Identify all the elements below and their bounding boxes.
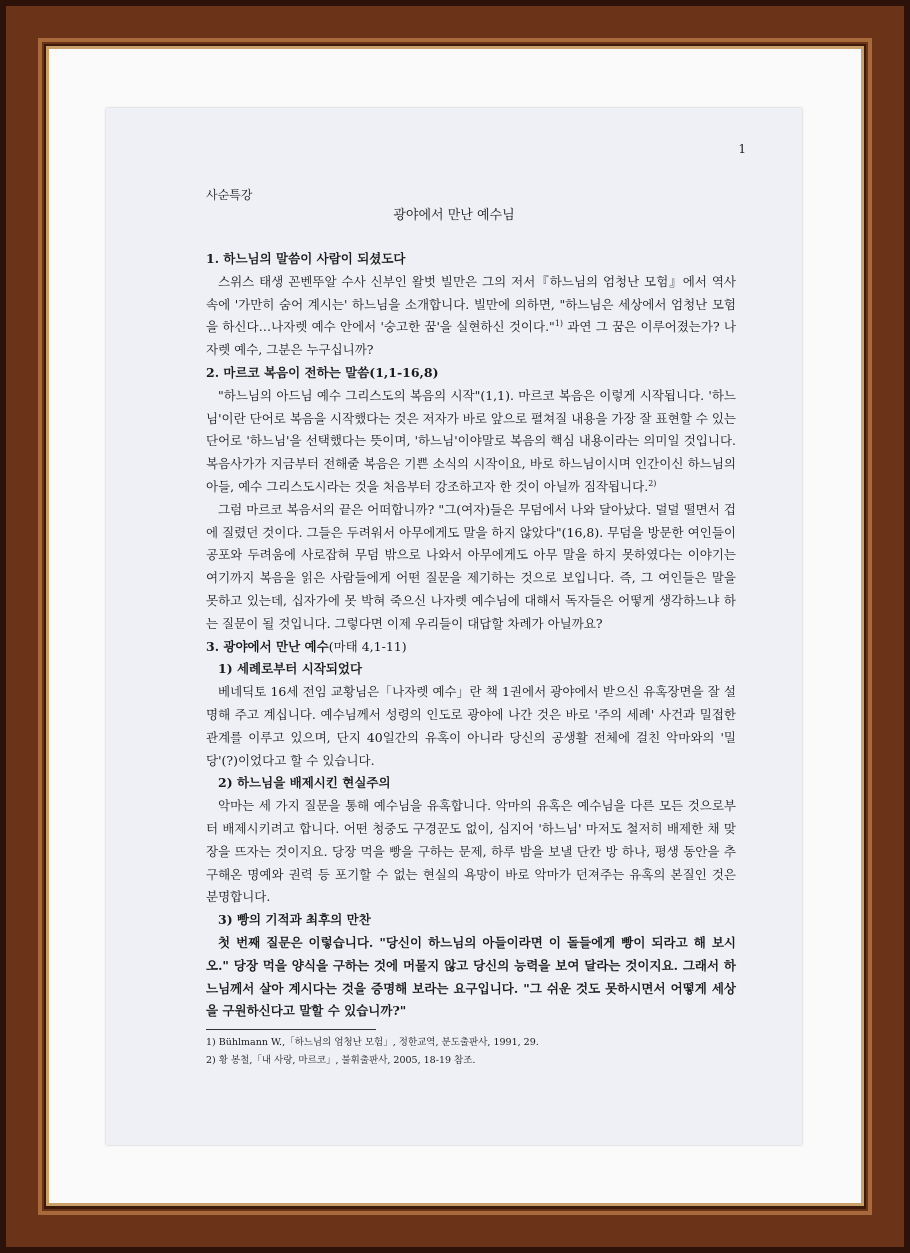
footnote-ref-2: 2) <box>648 478 657 488</box>
subsection-2-paragraph: 악마는 세 가지 질문을 통해 예수님을 유혹합니다. 악마의 유혹은 예수님을 다른 모든 것으로부터 배제시키려고 합니다. 어떤 청중도 구경꾼도 없이, 심지어 '하느님' 마저도 철저히 배제한 채 맞장을 뜨자는 것이지요. 당장 먹을 빵을 구하는 문제, 하루 밤을 보낼 단칸 방 하나, 평생 동안을 추구해온 명예와 권력 등 포기할 수 없는 현실의 욕망이 바로 악마가 던져주는 유혹의 본질인 것은 분명합니다. <box>206 798 736 905</box>
subsection-1-paragraph: 베네딕토 16세 전임 교황님은「나자렛 예수」란 책 1권에서 광야에서 받으신 유혹장면을 잘 설명해 주고 계십니다. 예수님께서 성령의 인도로 광야에 나간 것은 바로 '주의 세례' 사건과 밀접한 관계를 이루고 있으며, 단지 40일간의 유혹이 아니라 당신의 공생활 전체에 걸친 악마와의 '밀당'(?)이었다고 할 수 있습니다. <box>206 684 736 768</box>
section-2-heading: 2. 마르코 복음이 전하는 말씀(1,1-16,8) <box>206 364 439 380</box>
section-1-heading: 1. 하느님의 말씀이 사람이 되셨도다 <box>206 251 406 266</box>
section-2-paragraph-1 <box>206 385 736 499</box>
footnote-1: 1) Bühlmann W.,「하느님의 엄청난 모험」, 정한교역, 분도출판사, 1991, 29. <box>206 1037 539 1049</box>
section-2-paragraph-2: 그럼 마르코 복음서의 끝은 어떠합니까? "그(여자)들은 무덤에서 나와 달아났다. 덜덜 떨면서 겁에 질렸던 것이다. 그들은 두려워서 아무에게도 말을 하지 않았다"(16,8). 무덤을 방문한 여인들이 공포와 두려움에 사로잡혀 무덤 밖으로 나와서 아무에게도 아무 말을 하지 못하였다는 이야기는 여기까지 복음을 읽은 사람들에게 어떤 질문을 제기하는 것으로 보입니다. 즉, 그 여인들은 말을 못하고 있는데, 십자가에 못 박혀 죽으신 나자렛 예수님에 대해서 독자들은 어떻게 생각하느냐 하는 질문이 될 것입니다. 그렇다면 이제 우리들이 대답할 차례가 아닐까요? <box>206 501 736 631</box>
subsection-3-paragraph: 첫 번째 질문은 이렇습니다. "당신이 하느님의 아들이라면 이 돌들에게 빵이 되라고 해 보시오." 당장 먹을 양식을 구하는 것에 머물지 않고 당신의 능력을 보여 달라는 것이지요. 그래서 하느님께서 살아 계시다는 것을 증명해 보라는 요구입니다. "그 쉬운 것도 못하시면서 어떻게 세상을 구원하신다고 말할 수 있습니까?" <box>206 934 736 1019</box>
section-3-heading-ref: (마태 4,1-11) <box>328 638 407 654</box>
page-number: 1 <box>738 142 746 156</box>
footnote-2: 2) 황 봉철,「내 사랑, 마르코」, 불휘출판사, 2005, 18-19 참조. <box>206 1055 476 1067</box>
document-title: 광야에서 만난 예수님 <box>393 208 515 223</box>
document-page <box>106 108 802 1145</box>
subsection-3-heading: 3) 빵의 기적과 최후의 만찬 <box>218 912 371 928</box>
section-3-heading-main: 3. 광야에서 만난 예수 <box>206 638 329 654</box>
paragraph-text: 스위스 태생 꼰벤뚜알 수사 신부인 왈벗 빌만은 그의 저서『하느님의 엄청난 모험』에서 역사 속에 '가만히 숨어 계시는' 하느님을 소개합니다. 빌만에 의하면, "하느님은 세상에서 엄청난 모험을 하신다…나자렛 예수 안에서 '숭고한 꿈'을 실현하신 것이다." <box>206 273 736 335</box>
footnote-ref-1: 1) <box>554 319 564 329</box>
section-1-paragraph <box>206 271 736 362</box>
paragraph-text-tail: 과연 그 꿈은 이루어졌는가? 나자렛 예수, 그분은 누구십니까? <box>206 319 736 358</box>
paragraph-text: "하느님의 아드님 예수 그리스도의 복음의 시작"(1,1). 마르코 복음은 이렇게 시작됩니다. '하느님'이란 단어로 복음을 시작했다는 것은 저자가 바로 앞으로 펼쳐질 내용을 가장 잘 표현할 수 있는 단어로 '하느님'을 선택했다는 뜻이며, '하느님'이야말로 복음의 핵심 내용이라는 의미일 것입니다. 복음사가가 지금부터 전해줄 복음은 기쁜 소식의 시작이요, 바로 하느님이시며 인간이신 하느님의 아들, 예수 그리스도시라는 것을 처음부터 강조하고자 한 것이 아닐까 짐작됩니다. <box>206 387 736 494</box>
subsection-1-heading: 1) 세례로부터 시작되었다 <box>218 661 363 677</box>
subsection-2-heading: 2) 하느님을 배제시킨 현실주의 <box>218 775 391 791</box>
footnote-divider <box>206 1029 376 1030</box>
document-body <box>206 248 736 1070</box>
section-3-heading <box>206 636 736 659</box>
series-label: 사순특강 <box>206 188 253 202</box>
